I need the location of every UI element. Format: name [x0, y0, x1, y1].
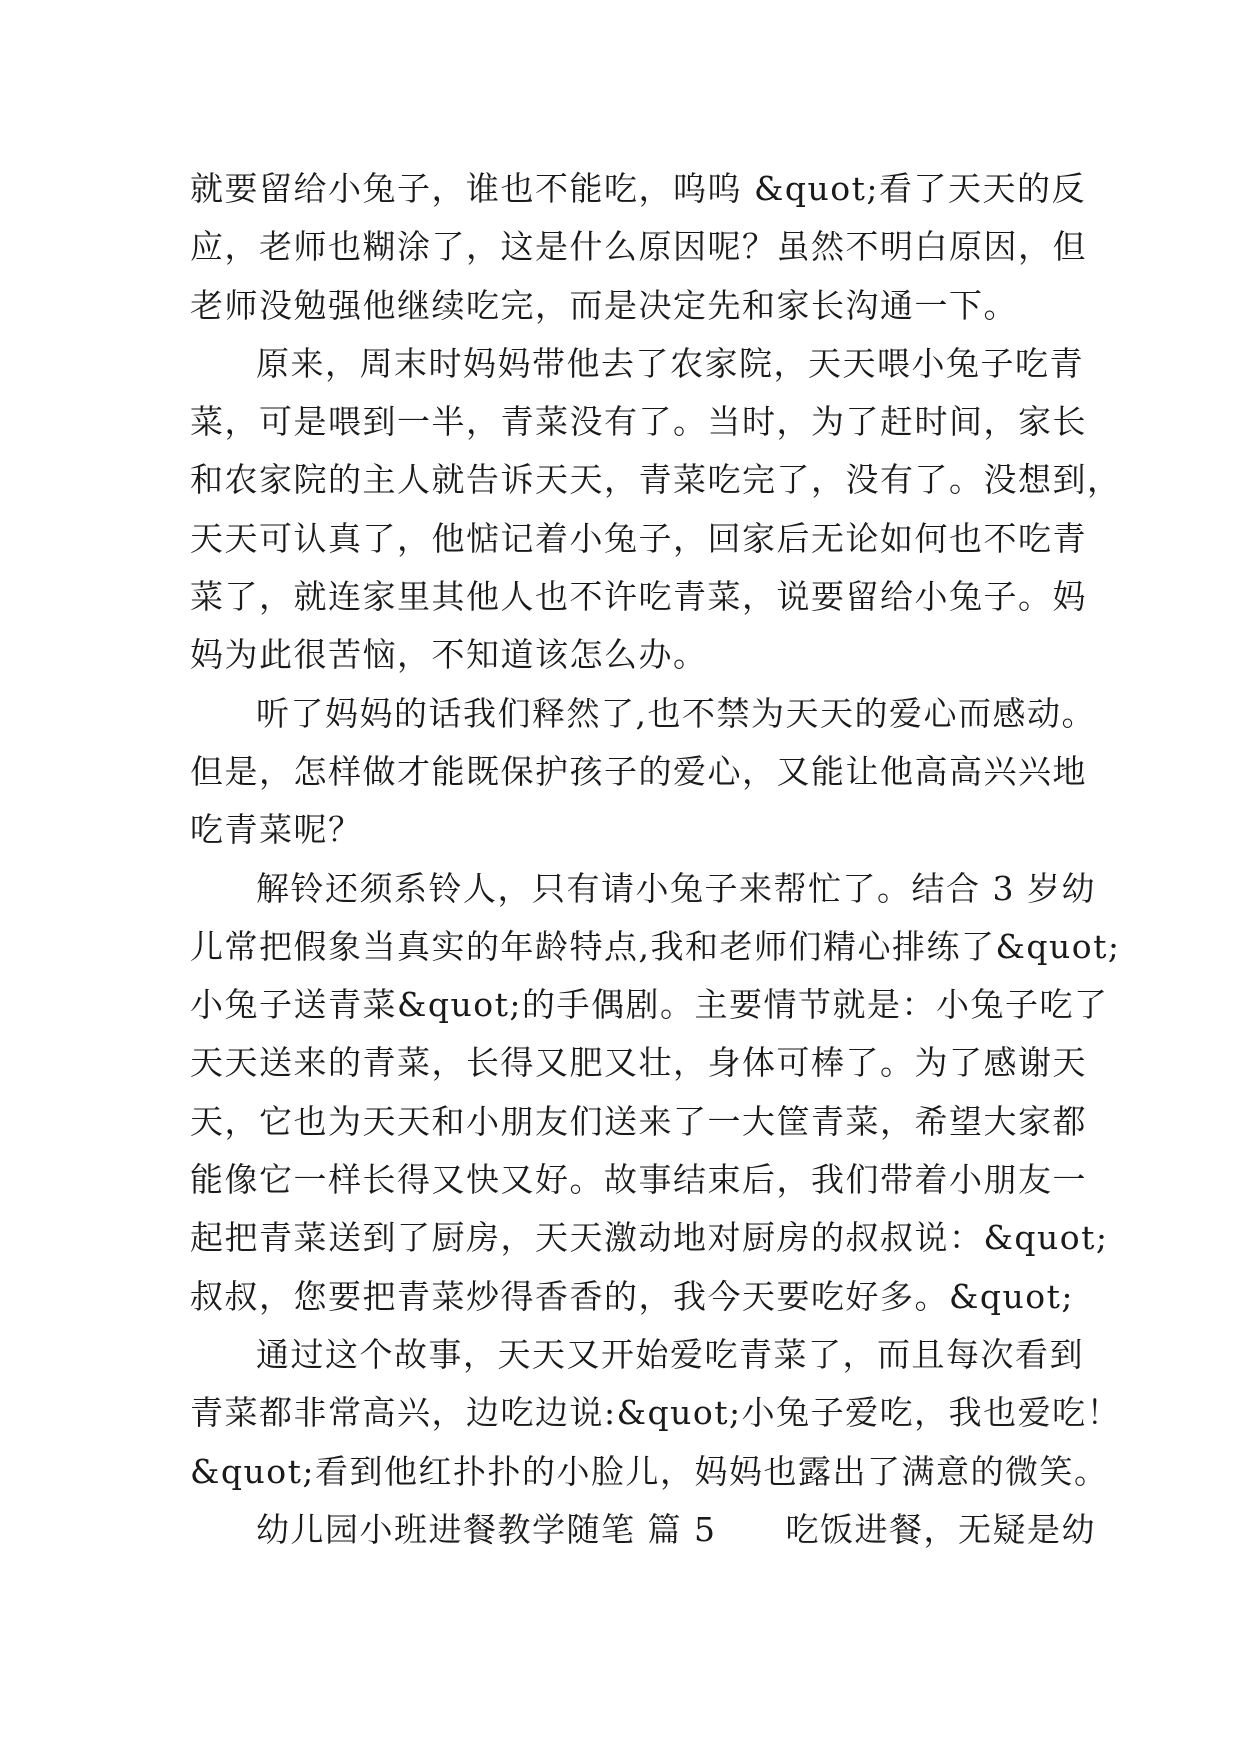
text-line: 和农家院的主人就告诉天天，青菜吃完了，没有了。没想到， — [190, 460, 1122, 500]
text-line: 但是，怎样做才能既保护孩子的爱心，又能让他高高兴兴地 — [190, 751, 1087, 791]
text-line: 就要留给小兔子，谁也不能吃，呜呜 &quot;看了天天的反 — [190, 169, 1086, 208]
text-line: 天天送来的青菜，长得又肥又壮，身体可棒了。为了感谢天 — [190, 1043, 1087, 1083]
text-line: 能像它一样长得又快又好。故事结束后，我们带着小朋友一 — [190, 1160, 1087, 1200]
paragraph-start-line: 听了妈妈的话我们释然了,也不禁为天天的爱心而感动。 — [256, 693, 1096, 733]
text-line: 菜了，就连家里其他人也不许吃青菜，说要留给小兔子。妈 — [190, 577, 1087, 617]
paragraph-start-line: 通过这个故事，天天又开始爱吃青菜了，而且每次看到 — [256, 1334, 1084, 1374]
text-line: &quot;看到他红扑扑的小脸儿，妈妈也露出了满意的微笑。 — [190, 1451, 1109, 1491]
paragraph-start-line: 解铃还须系铃人，只有请小兔子来帮忙了。结合 3 岁幼 — [256, 868, 1096, 908]
text-line: 应，老师也糊涂了，这是什么原因呢？虽然不明白原因，但 — [190, 227, 1087, 267]
text-line: 叔叔，您要把青菜炒得香香的，我今天要吃好多。&quot; — [190, 1276, 1074, 1316]
text-line: 儿常把假象当真实的年龄特点,我和老师们精心排练了&quot; — [190, 926, 1121, 966]
text-line: 青菜都非常高兴，边吃边说:&quot;小兔子爱吃，我也爱吃！ — [190, 1393, 1122, 1433]
section-heading-line: 幼儿园小班进餐教学随笔 篇 5 吃饭进餐，无疑是幼 — [256, 1509, 1096, 1549]
paragraph-start-line: 原来，周末时妈妈带他去了农家院，天天喂小兔子吃青 — [256, 343, 1084, 383]
text-line: 天天可认真了，他惦记着小兔子，回家后无论如何也不吃青 — [190, 518, 1087, 558]
text-line: 天，它也为天天和小朋友们送来了一大筐青菜，希望大家都 — [190, 1101, 1087, 1141]
text-line: 妈为此很苦恼，不知道该怎么办。 — [190, 635, 708, 675]
text-line: 菜，可是喂到一半，青菜没有了。当时，为了赶时间，家长 — [190, 402, 1087, 442]
text-line: 吃青菜呢？ — [190, 810, 363, 850]
text-line: 起把青菜送到了厨房，天天激动地对厨房的叔叔说：&quot; — [190, 1218, 1109, 1258]
text-line: 小兔子送青菜&quot;的手偶剧。主要情节就是：小兔子吃了 — [190, 985, 1109, 1025]
body-text — [190, 160, 1122, 1559]
text-line: 老师没勉强他继续吃完，而是决定先和家长沟通一下。 — [190, 285, 1018, 325]
